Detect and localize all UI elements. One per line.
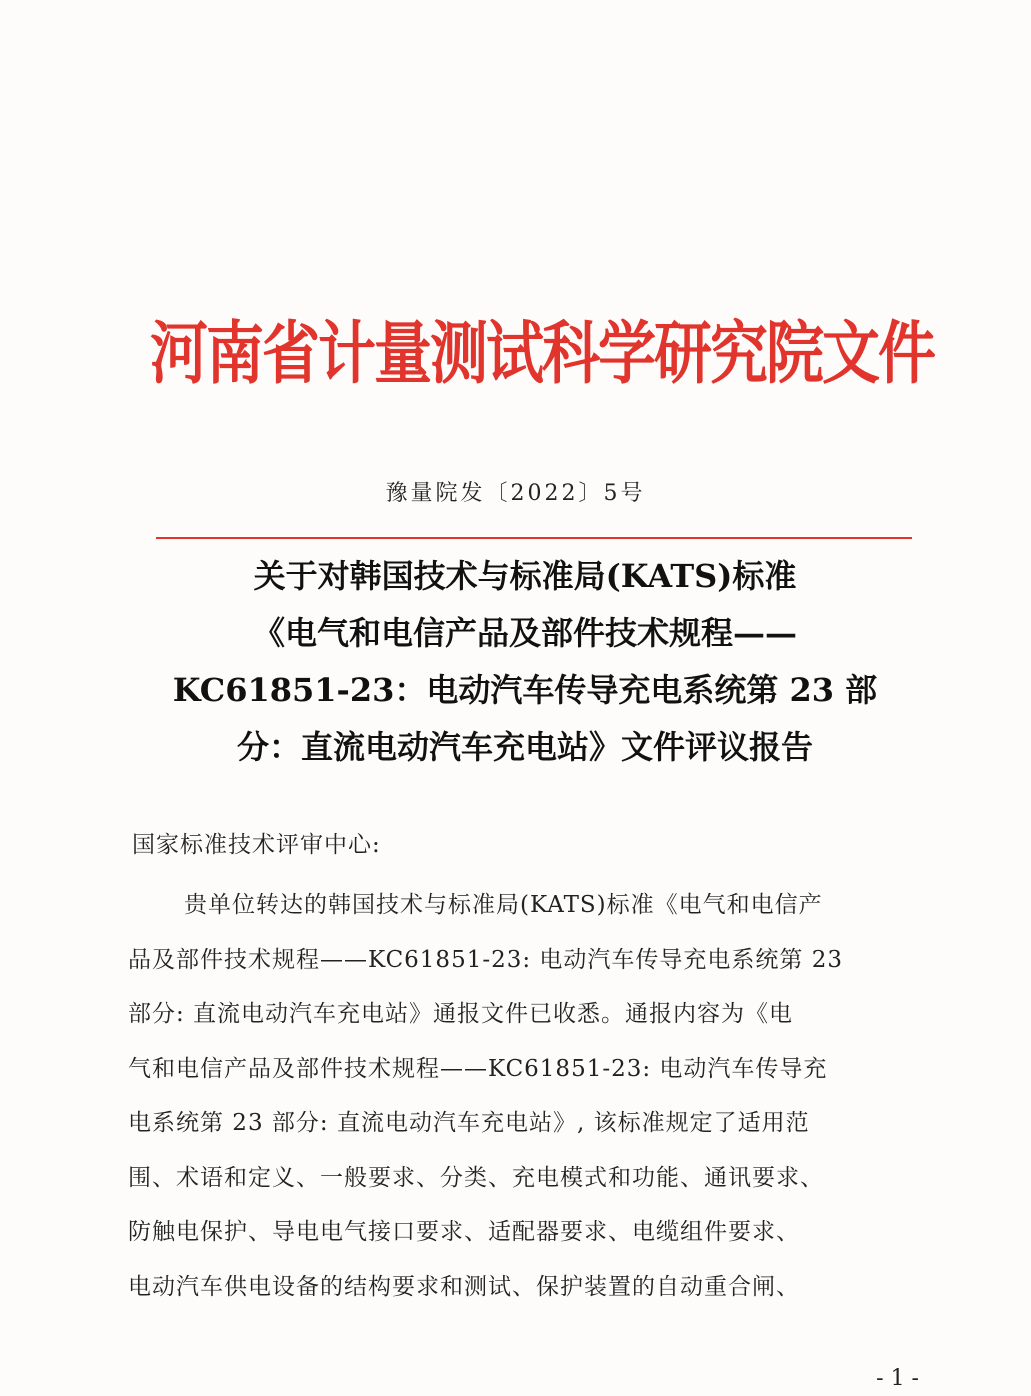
title-line: 关于对韩国技术与标准局(KATS)标准 [253,557,797,595]
body-line: 气和电信产品及部件技术规程——KC61851-23: 电动汽车传导充 [128,1055,828,1082]
title-line: KC61851-23：电动汽车传导充电系统第 23 部 [172,671,878,709]
agency-masthead: 河南省计量测试科学研究院文件 [150,313,935,394]
body-line: 电系统第 23 部分: 直流电动汽车充电站》, 该标准规定了适用范 [128,1110,810,1136]
body-line: 部分: 直流电动汽车充电站》通报文件已收悉。通报内容为《电 [128,1001,794,1027]
salutation: 国家标准技术评审中心: [132,832,381,858]
document-title [130,548,920,776]
body-paragraph [128,878,928,1314]
body-line: 品及部件技术规程——KC61851-23: 电动汽车传导充电系统第 23 [128,946,844,973]
document-number: 豫量院发〔2022〕5号 [385,481,646,506]
header-divider [156,537,912,539]
body-line: 贵单位转达的韩国技术与标准局(KATS)标准《电气和电信产 [184,892,823,918]
page-number: - 1 - [876,1366,919,1391]
body-line: 围、术语和定义、一般要求、分类、充电模式和功能、通讯要求、 [128,1164,824,1191]
body-line: 防触电保护、导电电气接口要求、适配器要求、电缆组件要求、 [128,1219,800,1245]
body-line: 电动汽车供电设备的结构要求和测试、保护装置的自动重合闸、 [128,1273,800,1300]
title-line: 分：直流电动汽车充电站》文件评议报告 [236,728,813,766]
title-line: 《电气和电信产品及部件技术规程—— [252,614,797,652]
